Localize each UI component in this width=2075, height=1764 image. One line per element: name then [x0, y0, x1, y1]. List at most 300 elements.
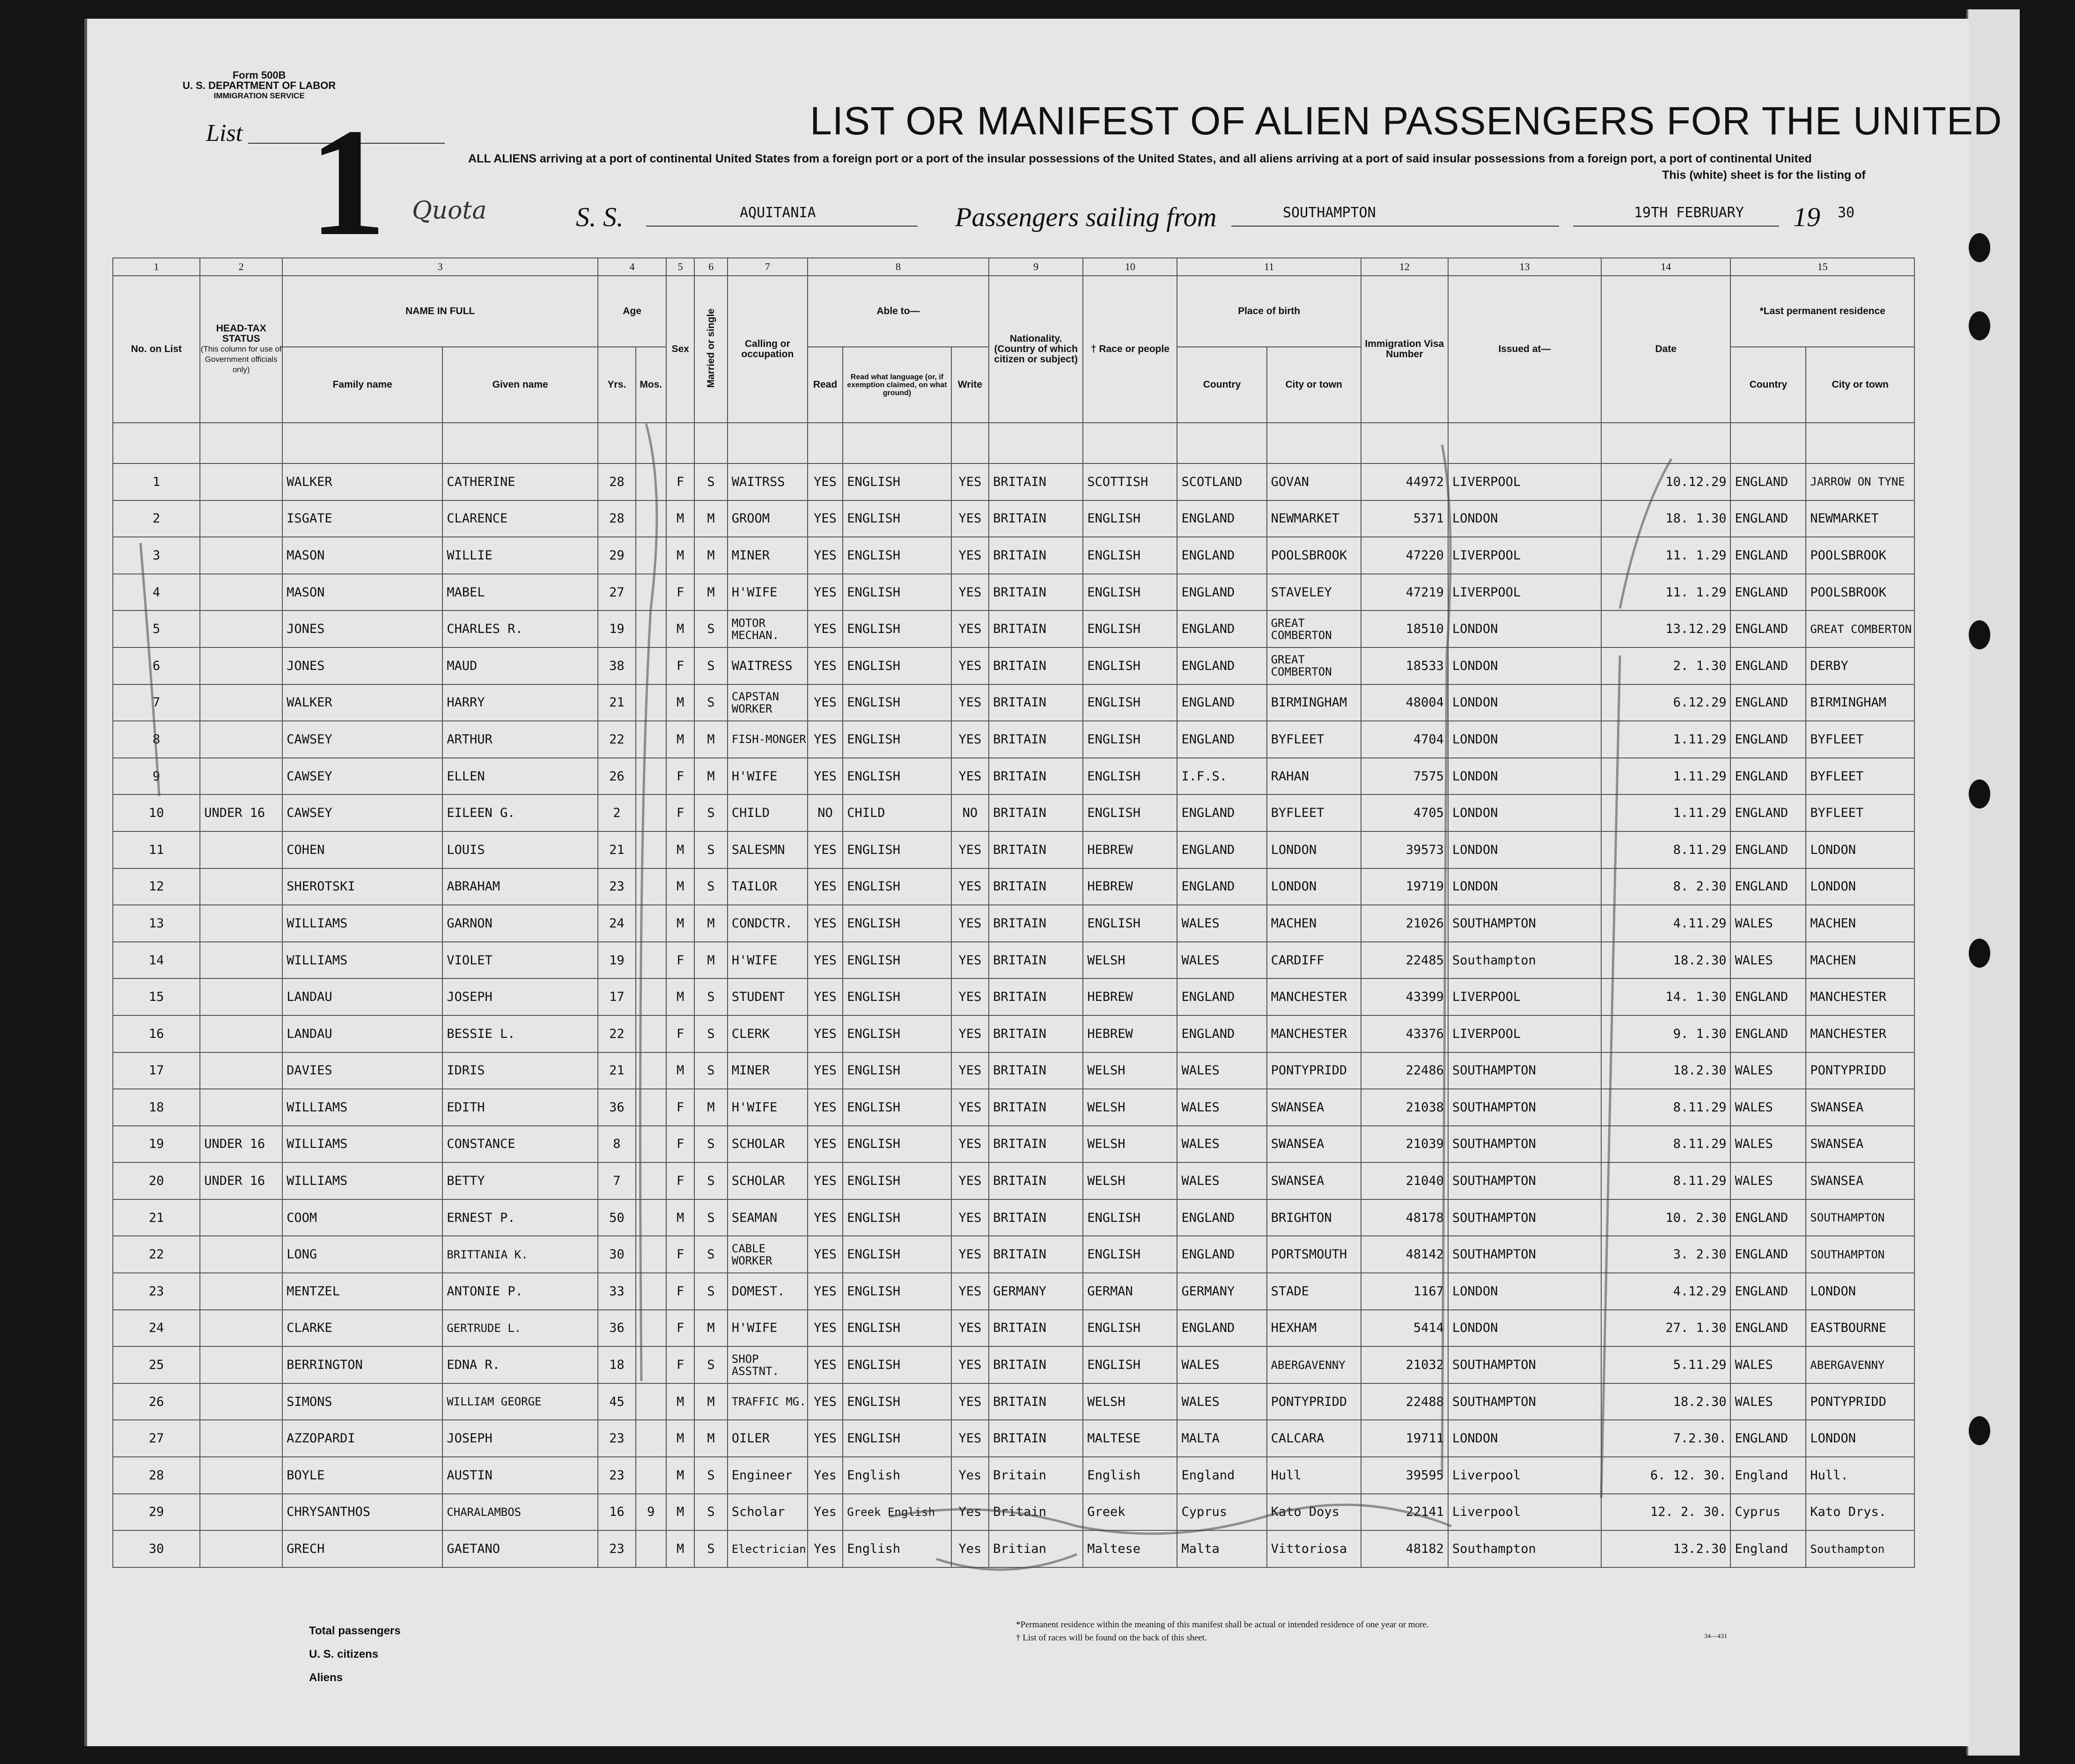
birth-country: ENGLAND [1177, 537, 1266, 574]
can-write: YES [951, 1236, 989, 1273]
marital-status: M [694, 905, 727, 942]
residence-city: MACHEN [1806, 905, 1914, 942]
header-date: Date [1601, 276, 1731, 423]
sex: F [666, 1089, 694, 1126]
issued-at: LONDON [1448, 1310, 1601, 1347]
can-read: YES [808, 721, 843, 758]
occupation: CHILD [728, 794, 808, 831]
birth-country: ENGLAND [1177, 610, 1266, 647]
read-language: Greek English [843, 1494, 951, 1531]
family-name: MASON [282, 574, 442, 611]
issue-date: 18.2.30 [1601, 942, 1731, 979]
sex: M [666, 500, 694, 537]
occupation: Electrician [728, 1530, 808, 1567]
visa-number: 47219 [1361, 574, 1448, 611]
birth-country: Malta [1177, 1530, 1266, 1567]
given-name: CHARALAMBOS [442, 1494, 598, 1531]
occupation: CAPSTAN WORKER [728, 684, 808, 721]
row-number: 22 [113, 1236, 200, 1273]
visa-number: 21026 [1361, 905, 1448, 942]
sex: F [666, 1126, 694, 1163]
age-years: 16 [598, 1494, 635, 1531]
family-name: SIMONS [282, 1383, 442, 1420]
occupation: SCHOLAR [728, 1126, 808, 1163]
visa-number: 39573 [1361, 831, 1448, 868]
can-read: YES [808, 463, 843, 500]
residence-city: Hull. [1806, 1457, 1914, 1494]
race: Maltese [1083, 1530, 1177, 1567]
read-language: ENGLISH [843, 574, 951, 611]
birth-city: RAHAN [1267, 758, 1361, 795]
age-years: 36 [598, 1310, 635, 1347]
issued-at: SOUTHAMPTON [1448, 1383, 1601, 1420]
issue-date: 18. 1.30 [1601, 500, 1731, 537]
sex: M [666, 1494, 694, 1531]
marital-status: S [694, 1457, 727, 1494]
residence-city: BYFLEET [1806, 758, 1914, 795]
can-write: YES [951, 463, 989, 500]
occupation: Engineer [728, 1457, 808, 1494]
marital-status: M [694, 1089, 727, 1126]
service: IMMIGRATION SERVICE [213, 91, 305, 100]
header-age: Age [598, 276, 666, 347]
sex: M [666, 905, 694, 942]
read-language: CHILD [843, 794, 951, 831]
age-years: 45 [598, 1383, 635, 1420]
issued-at: LONDON [1448, 831, 1601, 868]
given-name: LOUIS [442, 831, 598, 868]
visa-number: 22141 [1361, 1494, 1448, 1531]
occupation: CLERK [728, 1015, 808, 1052]
read-language: ENGLISH [843, 500, 951, 537]
can-read: YES [808, 868, 843, 905]
birth-city: BRIGHTON [1267, 1199, 1361, 1236]
given-name: ELLEN [442, 758, 598, 795]
marital-status: M [694, 1310, 727, 1347]
sex: M [666, 831, 694, 868]
age-years: 7 [598, 1162, 635, 1199]
nationality: BRITAIN [989, 978, 1083, 1015]
issue-date: 1.11.29 [1601, 721, 1731, 758]
issued-at: LONDON [1448, 868, 1601, 905]
age-years: 18 [598, 1346, 635, 1383]
ss-label: S. S. [576, 202, 624, 232]
nationality: BRITAIN [989, 1236, 1083, 1273]
marital-status: M [694, 574, 727, 611]
occupation: SHOP ASSTNT. [728, 1346, 808, 1383]
issue-date: 3. 2.30 [1601, 1236, 1731, 1273]
race: WELSH [1083, 1052, 1177, 1089]
row-number: 21 [113, 1199, 200, 1236]
race: WELSH [1083, 942, 1177, 979]
sex: M [666, 978, 694, 1015]
can-read: YES [808, 1420, 843, 1457]
can-read: YES [808, 537, 843, 574]
header-birth-city: City or town [1267, 347, 1361, 423]
age-years: 19 [598, 942, 635, 979]
can-write: YES [951, 1162, 989, 1199]
family-name: COHEN [282, 831, 442, 868]
birth-city: ABERGAVENNY [1267, 1346, 1361, 1383]
family-name: WILLIAMS [282, 905, 442, 942]
married-label: Married or single [705, 308, 716, 388]
family-name: COOM [282, 1199, 442, 1236]
occupation: TRAFFIC MG. [728, 1383, 808, 1420]
visa-number: 48142 [1361, 1236, 1448, 1273]
nationality: BRITAIN [989, 905, 1083, 942]
read-language: ENGLISH [843, 1126, 951, 1163]
aliens-label: Aliens [309, 1671, 343, 1684]
visa-number: 5371 [1361, 500, 1448, 537]
nationality: GERMANY [989, 1273, 1083, 1310]
issued-at: LIVERPOOL [1448, 1015, 1601, 1052]
marital-status: S [694, 1273, 727, 1310]
age-years: 26 [598, 758, 635, 795]
can-write: YES [951, 647, 989, 684]
list-number: 1 [309, 97, 386, 268]
nationality: BRITAIN [989, 1015, 1083, 1052]
read-language: ENGLISH [843, 978, 951, 1015]
given-name: BRITTANIA K. [442, 1236, 598, 1273]
can-write: YES [951, 610, 989, 647]
birth-country: WALES [1177, 942, 1266, 979]
residence-country: ENGLAND [1730, 647, 1806, 684]
nationality: BRITAIN [989, 1199, 1083, 1236]
race: HEBREW [1083, 831, 1177, 868]
can-read: YES [808, 1126, 843, 1163]
issued-at: Southampton [1448, 942, 1601, 979]
issue-date: 8.11.29 [1601, 1089, 1731, 1126]
form-number: Form 500B [232, 69, 286, 81]
occupation: OILER [728, 1420, 808, 1457]
header-nationality: Nationality. (Country of which citizen or subject) [989, 276, 1083, 423]
family-name: JONES [282, 647, 442, 684]
residence-city: BIRMINGHAM [1806, 684, 1914, 721]
issue-date: 18.2.30 [1601, 1052, 1731, 1089]
pencil-signature [936, 1554, 1077, 1570]
issued-at: LIVERPOOL [1448, 978, 1601, 1015]
race: WELSH [1083, 1162, 1177, 1199]
race: WELSH [1083, 1089, 1177, 1126]
can-write: YES [951, 978, 989, 1015]
can-write: YES [951, 1273, 989, 1310]
visa-number: 22486 [1361, 1052, 1448, 1089]
row-number: 25 [113, 1346, 200, 1383]
issue-date: 10.12.29 [1601, 463, 1731, 500]
column-number: 10 [1083, 258, 1177, 276]
occupation: SALESMN [728, 831, 808, 868]
read-language: ENGLISH [843, 684, 951, 721]
can-read: YES [808, 610, 843, 647]
issue-date: 1.11.29 [1601, 758, 1731, 795]
header-able-to: Able to— [808, 276, 989, 347]
birth-city: NEWMARKET [1267, 500, 1361, 537]
issued-at: SOUTHAMPTON [1448, 1089, 1601, 1126]
row-number: 13 [113, 905, 200, 942]
nationality: BRITAIN [989, 1089, 1083, 1126]
visa-number: 48182 [1361, 1530, 1448, 1567]
occupation: SCHOLAR [728, 1162, 808, 1199]
issue-date: 13.2.30 [1601, 1530, 1731, 1567]
can-read: YES [808, 942, 843, 979]
marital-status: M [694, 1420, 727, 1457]
visa-number: 47220 [1361, 537, 1448, 574]
residence-city: LONDON [1806, 868, 1914, 905]
read-language: ENGLISH [843, 758, 951, 795]
issue-date: 8.11.29 [1601, 1162, 1731, 1199]
marital-status: M [694, 721, 727, 758]
age-years: 21 [598, 1052, 635, 1089]
nationality: BRITAIN [989, 574, 1083, 611]
family-name: GRECH [282, 1530, 442, 1567]
given-name: ANTONIE P. [442, 1273, 598, 1310]
residence-city: LONDON [1806, 1420, 1914, 1457]
visa-number: 21039 [1361, 1126, 1448, 1163]
marital-status: S [694, 1236, 727, 1273]
can-read: YES [808, 1089, 843, 1126]
residence-country: ENGLAND [1730, 1310, 1806, 1347]
age-years: 22 [598, 1015, 635, 1052]
marital-status: S [694, 1494, 727, 1531]
birth-country: WALES [1177, 1346, 1266, 1383]
can-read: Yes [808, 1530, 843, 1567]
given-name: MABEL [442, 574, 598, 611]
row-number: 19 [113, 1126, 200, 1163]
birth-city: SWANSEA [1267, 1126, 1361, 1163]
head-tax-cell: UNDER 16 [200, 1162, 282, 1199]
can-read: YES [808, 1273, 843, 1310]
birth-city: BIRMINGHAM [1267, 684, 1361, 721]
given-name: WILLIE [442, 537, 598, 574]
can-write: YES [951, 574, 989, 611]
nationality: Britain [989, 1457, 1083, 1494]
can-write: YES [951, 905, 989, 942]
given-name: BESSIE L. [442, 1015, 598, 1052]
row-number: 29 [113, 1494, 200, 1531]
birth-city: CARDIFF [1267, 942, 1361, 979]
issue-date: 13.12.29 [1601, 610, 1731, 647]
sex: M [666, 537, 694, 574]
header-issued-at: Issued at— [1448, 276, 1601, 423]
family-name: CAWSEY [282, 794, 442, 831]
age-years: 29 [598, 537, 635, 574]
race: SCOTTISH [1083, 463, 1177, 500]
occupation: H'WIFE [728, 942, 808, 979]
row-number: 27 [113, 1420, 200, 1457]
race: ENGLISH [1083, 1346, 1177, 1383]
can-read: YES [808, 905, 843, 942]
given-name: GARNON [442, 905, 598, 942]
birth-city: HEXHAM [1267, 1310, 1361, 1347]
can-write: YES [951, 684, 989, 721]
port-name: SOUTHAMPTON [1283, 205, 1376, 221]
row-number: 5 [113, 610, 200, 647]
marital-status: S [694, 1015, 727, 1052]
given-name: CONSTANCE [442, 1126, 598, 1163]
residence-city: MANCHESTER [1806, 1015, 1914, 1052]
birth-city: Kato Doys [1267, 1494, 1361, 1531]
birth-country: ENGLAND [1177, 500, 1266, 537]
given-name: EDNA R. [442, 1346, 598, 1383]
column-number: 12 [1361, 258, 1448, 276]
age-years: 23 [598, 1457, 635, 1494]
row-number: 3 [113, 537, 200, 574]
row-number: 16 [113, 1015, 200, 1052]
can-read: YES [808, 1052, 843, 1089]
residence-city: Southampton [1806, 1530, 1914, 1567]
birth-city: MANCHESTER [1267, 978, 1361, 1015]
header-last-residence: *Last permanent residence [1730, 276, 1914, 347]
nationality: BRITAIN [989, 610, 1083, 647]
residence-country: ENGLAND [1730, 868, 1806, 905]
row-number: 7 [113, 684, 200, 721]
residence-city: GREAT COMBERTON [1806, 610, 1914, 647]
issue-date: 11. 1.29 [1601, 537, 1731, 574]
occupation: MINER [728, 1052, 808, 1089]
can-write: YES [951, 758, 989, 795]
issued-at: LIVERPOOL [1448, 463, 1601, 500]
residence-country: ENGLAND [1730, 1199, 1806, 1236]
marital-status: S [694, 1162, 727, 1199]
can-read: Yes [808, 1457, 843, 1494]
occupation: GROOM [728, 500, 808, 537]
issue-date: 8.11.29 [1601, 1126, 1731, 1163]
residence-city: DERBY [1806, 647, 1914, 684]
birth-city: GREAT COMBERTON [1267, 647, 1361, 684]
race: GERMAN [1083, 1273, 1177, 1310]
occupation: DOMEST. [728, 1273, 808, 1310]
given-name: BETTY [442, 1162, 598, 1199]
read-language: ENGLISH [843, 1015, 951, 1052]
can-write: YES [951, 1089, 989, 1126]
occupation: CONDCTR. [728, 905, 808, 942]
residence-city: PONTYPRIDD [1806, 1052, 1914, 1089]
footnote-races: † List of races will be found on the back of this sheet. [1016, 1633, 1207, 1643]
can-write: YES [951, 1420, 989, 1457]
residence-country: ENGLAND [1730, 537, 1806, 574]
pencil-signature [890, 1505, 1451, 1534]
family-name: MENTZEL [282, 1273, 442, 1310]
column-number: 2 [200, 258, 282, 276]
birth-city: MACHEN [1267, 905, 1361, 942]
visa-number: 21032 [1361, 1346, 1448, 1383]
birth-country: ENGLAND [1177, 794, 1266, 831]
residence-city: LONDON [1806, 831, 1914, 868]
residence-city: EASTBOURNE [1806, 1310, 1914, 1347]
residence-city: POOLSBROOK [1806, 574, 1914, 611]
nationality: BRITAIN [989, 1420, 1083, 1457]
issue-date: 4.12.29 [1601, 1273, 1731, 1310]
can-read: YES [808, 831, 843, 868]
age-years: 19 [598, 610, 635, 647]
age-years: 23 [598, 868, 635, 905]
issue-date: 14. 1.30 [1601, 978, 1731, 1015]
header-visa: Immigration Visa Number [1361, 276, 1448, 423]
nationality: BRITAIN [989, 500, 1083, 537]
occupation: STUDENT [728, 978, 808, 1015]
issued-at: SOUTHAMPTON [1448, 1346, 1601, 1383]
read-language: ENGLISH [843, 721, 951, 758]
family-name: SHEROTSKI [282, 868, 442, 905]
header-calling: Calling or occupation [728, 276, 808, 423]
read-language: ENGLISH [843, 1089, 951, 1126]
pencil-check-stroke [1442, 445, 1450, 1475]
nationality: BRITAIN [989, 758, 1083, 795]
marital-status: S [694, 1346, 727, 1383]
family-name: CAWSEY [282, 721, 442, 758]
birth-country: ENGLAND [1177, 647, 1266, 684]
race: ENGLISH [1083, 905, 1177, 942]
row-number: 15 [113, 978, 200, 1015]
header-birth-country: Country [1177, 347, 1266, 423]
residence-country: ENGLAND [1730, 574, 1806, 611]
birth-country: WALES [1177, 1089, 1266, 1126]
column-number: 1 [113, 258, 200, 276]
can-read: Yes [808, 1494, 843, 1531]
issue-date: 9. 1.30 [1601, 1015, 1731, 1052]
given-name: CLARENCE [442, 500, 598, 537]
header-yrs: Yrs. [598, 347, 635, 423]
birth-country: MALTA [1177, 1420, 1266, 1457]
sex: M [666, 1457, 694, 1494]
pencil-check-stroke [1601, 655, 1620, 1498]
issued-at: LONDON [1448, 500, 1601, 537]
residence-city: SWANSEA [1806, 1089, 1914, 1126]
given-name: EILEEN G. [442, 794, 598, 831]
marital-status: M [694, 500, 727, 537]
race: MALTESE [1083, 1420, 1177, 1457]
can-write: YES [951, 868, 989, 905]
birth-city: BYFLEET [1267, 794, 1361, 831]
nationality: BRITAIN [989, 1052, 1083, 1089]
family-name: AZZOPARDI [282, 1420, 442, 1457]
can-write: Yes [951, 1457, 989, 1494]
given-name: CHARLES R. [442, 610, 598, 647]
row-number: 8 [113, 721, 200, 758]
residence-city: SWANSEA [1806, 1126, 1914, 1163]
birth-city: LONDON [1267, 831, 1361, 868]
family-name: CLARKE [282, 1310, 442, 1347]
read-language: ENGLISH [843, 537, 951, 574]
column-number: 11 [1177, 258, 1361, 276]
sex: M [666, 1199, 694, 1236]
given-name: IDRIS [442, 1052, 598, 1089]
column-number: 13 [1448, 258, 1601, 276]
age-years: 23 [598, 1420, 635, 1457]
birth-country: ENGLAND [1177, 1236, 1266, 1273]
residence-country: ENGLAND [1730, 1015, 1806, 1052]
race: ENGLISH [1083, 1199, 1177, 1236]
age-years: 36 [598, 1089, 635, 1126]
sex: F [666, 463, 694, 500]
visa-number: 48004 [1361, 684, 1448, 721]
given-name: AUSTIN [442, 1457, 598, 1494]
head-tax-cell: UNDER 16 [200, 794, 282, 831]
birth-country: ENGLAND [1177, 574, 1266, 611]
row-number: 11 [113, 831, 200, 868]
sex: F [666, 647, 694, 684]
can-write: YES [951, 831, 989, 868]
sex: M [666, 1530, 694, 1567]
race: ENGLISH [1083, 684, 1177, 721]
residence-country: ENGLAND [1730, 721, 1806, 758]
race: ENGLISH [1083, 647, 1177, 684]
occupation: WAITRSS [728, 463, 808, 500]
visa-number: 18533 [1361, 647, 1448, 684]
row-number: 24 [113, 1310, 200, 1347]
sex: M [666, 684, 694, 721]
race: ENGLISH [1083, 500, 1177, 537]
